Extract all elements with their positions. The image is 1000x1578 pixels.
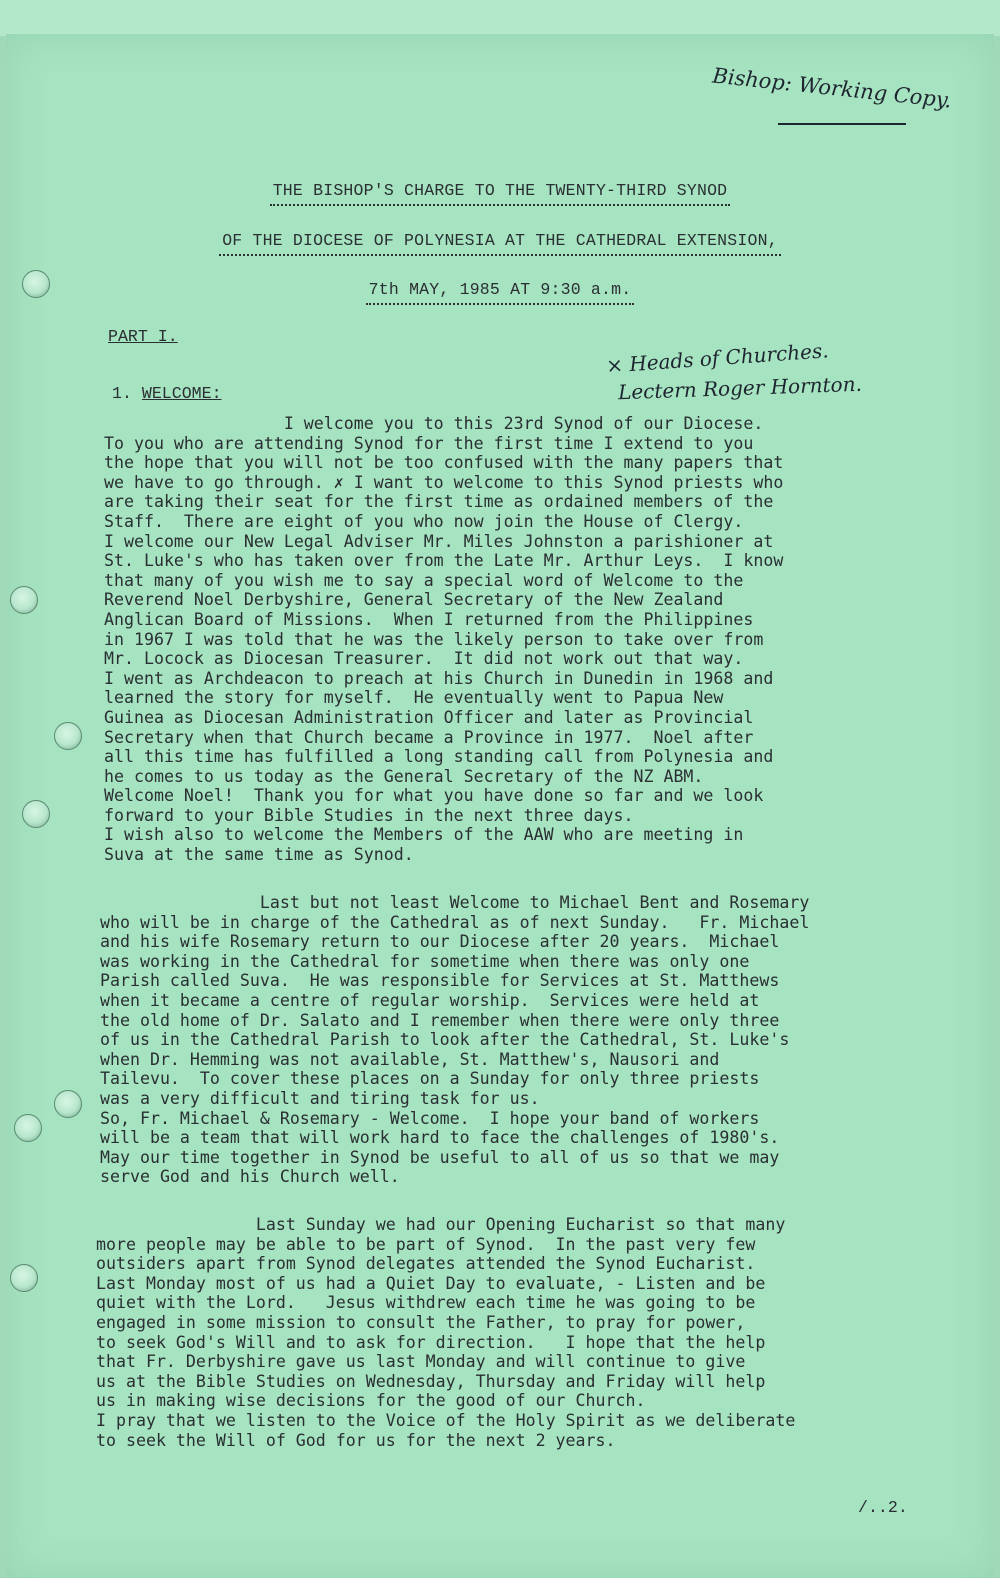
charge-date-line <box>0 280 1000 305</box>
handwritten-underline <box>778 123 906 125</box>
section-heading <box>112 384 222 403</box>
handwritten-note-top: Bishop: Working Copy. <box>711 63 953 113</box>
title-text: OF THE DIOCESE OF POLYNESIA AT THE CATHEDRAL EXTENSION, <box>219 231 781 256</box>
welcome-paragraph-3: Last Sunday we had our Opening Eucharist so that many more people may be able to be part of Synod. In the past very few outsiders apart from Synod delegates attended the Synod Eucharist. Last Monday most of us had a Quiet Day to evaluate, - Listen and be quiet with the Lord. Jesus withdrew each time he was going to be engaged in some mission to consult the Father, to pray for power, to seek God's Will and to ask for direction. I hope that the help that Fr. Derbyshire gave us last Monday and will continue to give us at the Bible Studies on Wednesday, Thursday and Friday will help us in making wise decisions for the good of our Church. I pray that we listen to the Voice of the Holy Spirit as we deliberate to seek the Will of God for us for the next 2 years. <box>96 1215 796 1450</box>
punch-hole <box>14 1114 42 1142</box>
punch-hole <box>10 586 38 614</box>
page-continuation: /..2. <box>858 1498 908 1517</box>
punch-hole <box>10 1264 38 1292</box>
section-title: WELCOME: <box>141 384 222 403</box>
punch-hole <box>54 722 82 750</box>
title-text: THE BISHOP'S CHARGE TO THE TWENTY-THIRD SYNOD <box>270 181 731 206</box>
date-text: 7th MAY, 1985 AT 9:30 a.m. <box>366 280 635 305</box>
welcome-paragraph-1: I welcome you to this 23rd Synod of our Diocese. To you who are attending Synod for the first time I extend to you the hope that you will not be too confused with the many papers that we have to go through. ✗ I want to welcome to this Synod priests who are taking their seat for the first time as ordained members of the Staff. There are eight of you who now join the House of Clergy. I welcome our New Legal Adviser Mr. Miles Johnston a parishioner at St. Luke's who has taken over from the Late Mr. Arthur Leys. I know that many of you wish me to say a special word of Welcome to the Reverend Noel Derbyshire, General Secretary of the New Zealand Anglican Board of Missions. When I returned from the Philippines in 1967 I was told that he was the likely person to take over from Mr. Locock as Diocesan Treasurer. It did not work out that way. I went as Archdeacon to preach at his Church in Dunedin in 1968 and learned the story for myself. He eventually went to Papua New Guinea as Diocesan Administration Officer and later as Provincial Secretary when that Church became a Province in 1977. Noel after all this time has fulfilled a long standing call from Polynesia and he comes to us today as the General Secretary of the NZ ABM. Welcome Noel! Thank you for what you have done so far and we look forward to your Bible Studies in the next three days. I wish also to welcome the Members of the AAW who are meeting in Suva at the same time as Synod. <box>104 414 784 865</box>
welcome-paragraph-2: Last but not least Welcome to Michael Bent and Rosemary who will be in charge of the Cathedral as of next Sunday. Fr. Michael and his wife Rosemary return to our Diocese after 20 years. Michael was working in the Cathedral for sometime when there was only one Parish called Suva. He was responsible for Services at St. Matthews when it became a centre of regular worship. Services were held at the old home of Dr. Salato and I remember when there were only three of us in the Cathedral Parish to look after the Cathedral, St. Luke's when Dr. Hemming was not available, St. Matthew's, Nausori and Tailevu. To cover these places on a Sunday for only three priests was a very difficult and tiring task for us. So, Fr. Michael & Rosemary - Welcome. I hope your band of workers will be a team that will work hard to face the challenges of 1980's. May our time together in Synod be useful to all of us so that we may serve God and his Church well. <box>100 893 810 1187</box>
section-number: 1. <box>112 384 132 403</box>
handwritten-margin-note-1: × Heads of Churches. <box>605 338 830 378</box>
charge-title-line-1 <box>0 181 1000 206</box>
part-label: PART I. <box>108 327 178 346</box>
handwritten-margin-note-2: Lectern Roger Hornton. <box>617 371 863 405</box>
punch-hole <box>22 800 50 828</box>
punch-hole <box>54 1090 82 1118</box>
top-strip <box>0 0 1000 36</box>
charge-title-line-2 <box>0 231 1000 256</box>
